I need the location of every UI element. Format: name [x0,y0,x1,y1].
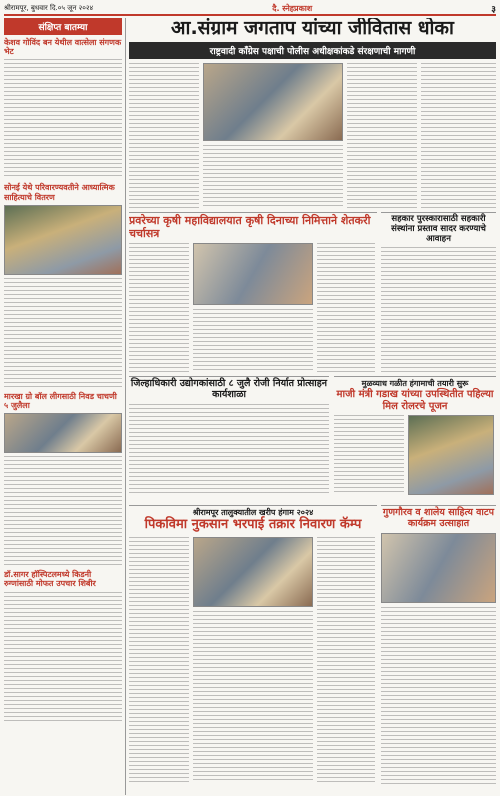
story-mill [334,376,496,501]
story-cropinsurance-photo [193,537,313,607]
story-cropinsurance-body2 [193,611,313,781]
lead-body-col1 [129,63,199,208]
story-felicitation [381,505,496,795]
story-felicitation-photo [381,533,496,603]
column-rule [125,18,126,795]
story-cropinsurance-body1 [129,537,189,782]
story-agri-body2 [193,309,313,372]
brief-2-body [4,278,122,388]
brief-3-photo [4,413,122,453]
masthead [4,3,496,16]
lead-body-col4 [421,63,496,208]
brief-4-body [4,592,122,722]
story-mill-photo [408,415,494,495]
story-cooperative [381,212,496,372]
lead-subhead: राष्ट्रवादी काँग्रेस पक्षाची पोलीस अधीक्षकांकडे संरक्षणाची मागणी [129,42,496,59]
brief-1-body [4,59,122,179]
story-cropinsurance-headline: पिकविमा नुकसान भरपाई तक्रार निवारण कॅम्प [144,517,362,533]
lead-headline: आ.संग्राम जगताप यांच्या जीवितास धोका [171,18,454,39]
brief-section-title: संक्षिप्त बातम्या [4,18,122,35]
lead-body-col3 [347,63,417,208]
story-felicitation-headline: गुणगौरव व शालेय साहित्य वाटप कार्यक्रम उत्साहात [382,507,495,529]
story-agri-body1 [129,243,189,372]
brief-2-title: सोनई येथे परिवारण्यवतीने आध्यात्मिक साहित्याचे वितरण [4,183,115,202]
page-number: ३ [491,5,496,15]
story-mill-body [334,415,404,495]
story-export-body [129,404,329,496]
story-agri-body3 [317,243,375,372]
brief-3-title: मारखा ग्रो बॉल लीगसाठी निवड चाचणी ५ जुलैला [4,391,117,410]
story-felicitation-body [381,607,496,787]
paper-name: दै. स्नेहप्रकाश [272,4,313,13]
lead-story [129,18,496,208]
brief-column [4,18,122,795]
brief-3-body [4,456,122,566]
story-mill-kicker: मुळव्याध गळीत हंगामाची तयारी सुरू [361,379,469,388]
story-agri-photo [193,243,313,305]
story-export [129,376,329,501]
brief-4-title: डॉ.सागर हॉस्पिटलमध्ये किडनी रुग्णांसाठी मोफत उपचार शिबीर [4,570,96,589]
story-agri-headline: प्रवरेच्या कृषी महाविद्यालयात कृषी दिनाच्या निमित्ताने शेतकरी चर्चासत्र [129,214,371,240]
story-mill-headline: माजी मंत्री गडाख यांच्या उपस्थितीत पहिल्या मिल रोलरचे पूजन [336,389,494,412]
brief-2-photo [4,205,122,275]
story-cooperative-body [381,247,496,372]
brief-1-title: केशव गोविंद बन येथील वात्सेला संगणक भेट [4,38,122,57]
story-export-headline: जिल्हाधिकारी उद्योगकांसाठी ८ जुलै रोजी निर्यात प्रोत्साहन कार्यशाळा [130,378,328,400]
story-cropinsurance-body3 [317,537,375,782]
story-cooperative-headline: सहकार पुरस्कारासाठी सहकारी संस्थांना प्रस्ताव सादर करण्याचे आवाहन [391,214,486,244]
date-line: श्रीरामपूर, बुधवार दि.०५ जून २०२४ [4,4,94,12]
story-agri [129,212,377,372]
story-cropinsurance [129,505,377,795]
content-grid [4,18,496,795]
story-cropinsurance-kicker: श्रीरामपूर तालुक्यातील खरीप हंगाम २०२४ [192,508,314,517]
lead-photo [203,63,343,141]
lead-body-col2 [203,145,343,208]
